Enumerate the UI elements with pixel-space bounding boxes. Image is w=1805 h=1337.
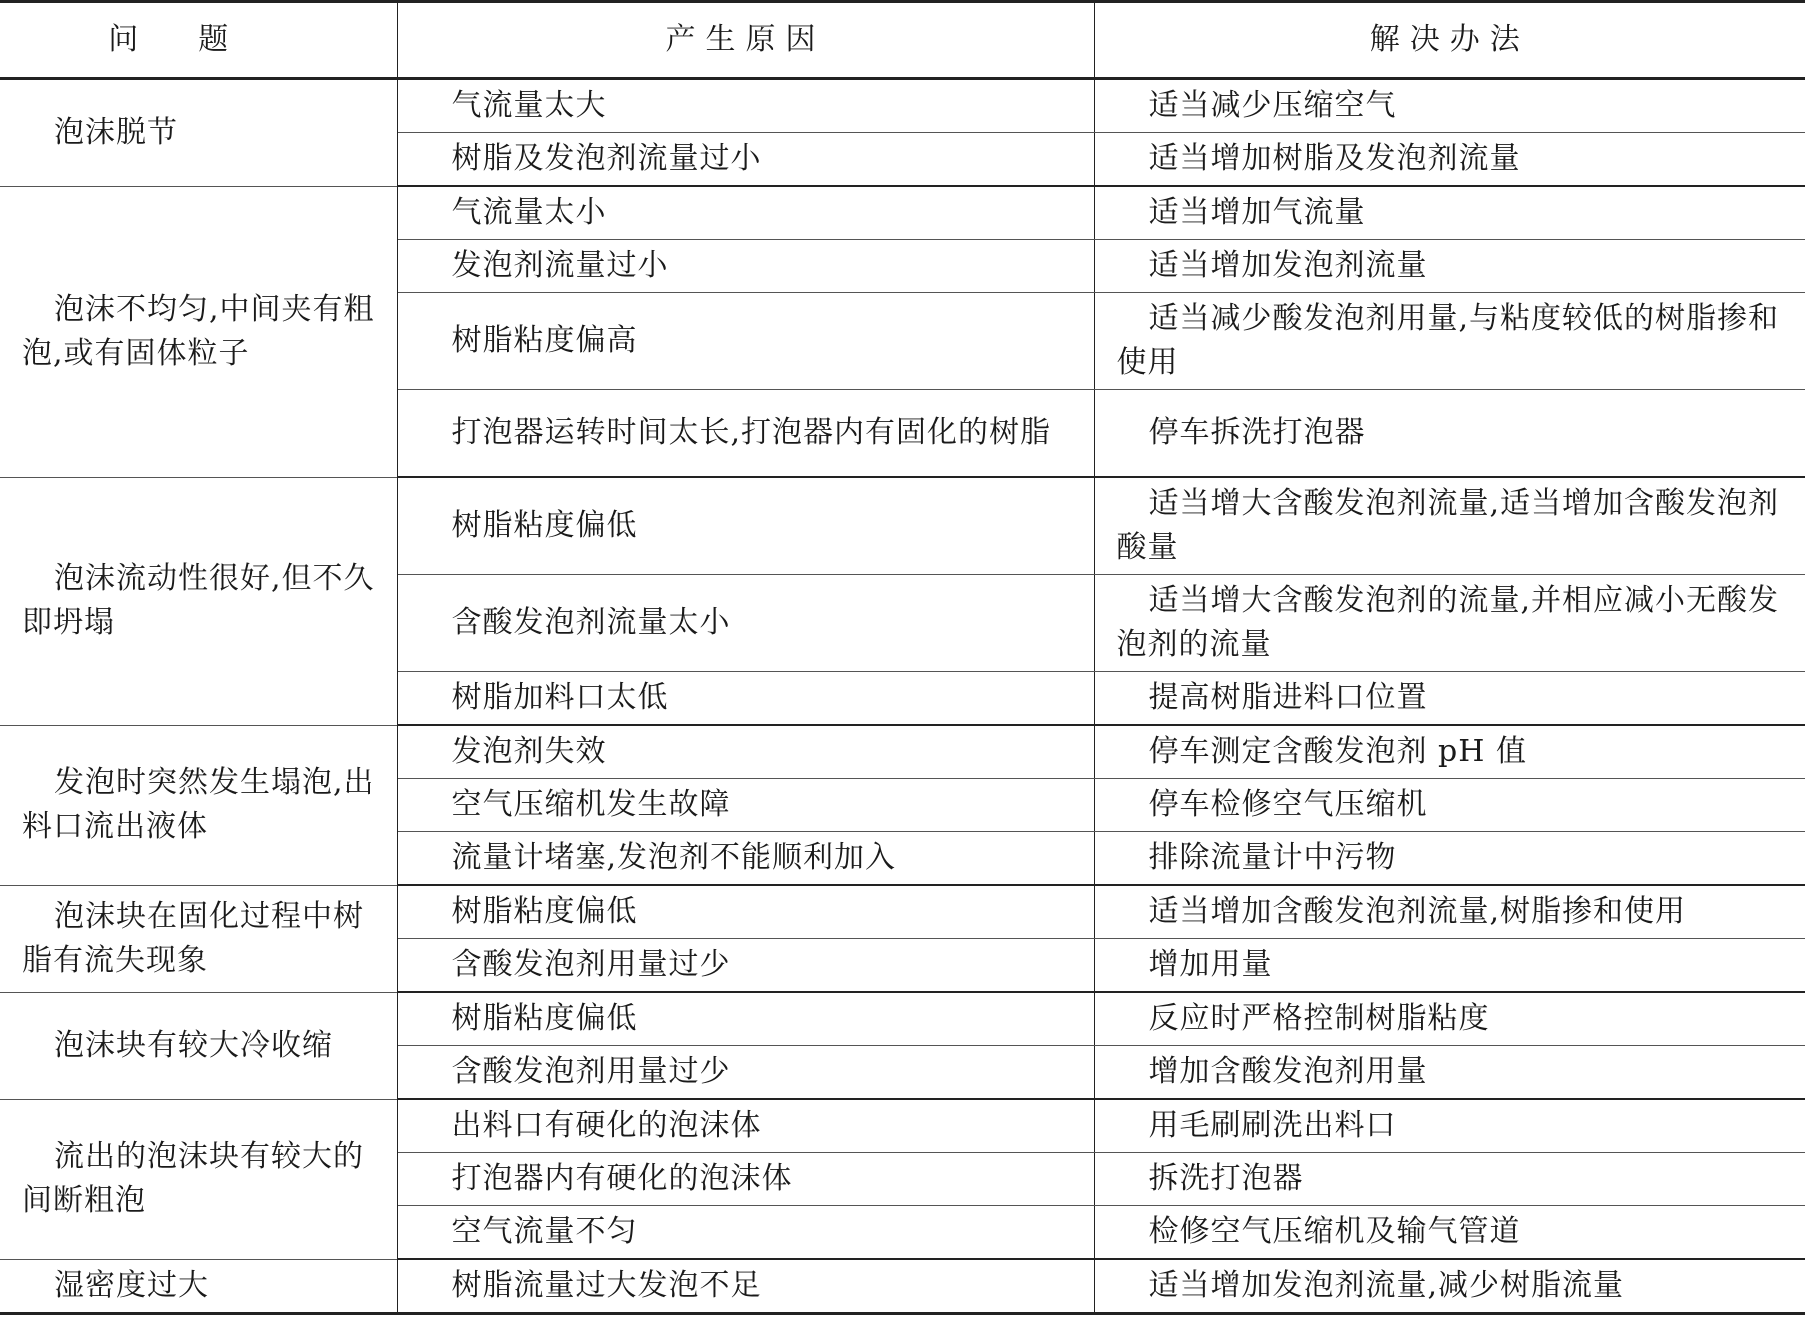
- problem-text: 泡沫流动性很好,但不久即坍塌: [22, 561, 375, 640]
- problem-cell: [0, 477, 397, 725]
- cause-text: 空气流量不匀: [451, 1214, 638, 1249]
- solution-text: 停车测定含酸发泡剂 pH 值: [1148, 734, 1527, 769]
- problem-text: 泡沫块有较大冷收缩: [54, 1027, 333, 1063]
- cause-cell: [397, 186, 1094, 240]
- cause-text: 树脂粘度偏低: [451, 1001, 638, 1036]
- cause-text: 发泡剂失效: [451, 734, 607, 769]
- solution-cell: [1094, 939, 1805, 993]
- solution-cell: [1094, 477, 1805, 575]
- solution-cell: [1094, 79, 1805, 133]
- header-row: [0, 2, 1805, 79]
- table-row: [0, 885, 1805, 939]
- table-row: [0, 79, 1805, 133]
- solution-text: 用毛刷刷洗出料口: [1148, 1108, 1397, 1143]
- solution-text: 适当增加含酸发泡剂流量,树脂掺和使用: [1148, 894, 1687, 929]
- cause-cell: [397, 477, 1094, 575]
- table-row: [0, 186, 1805, 240]
- cause-text: 流量计堵塞,发泡剂不能顺利加入: [451, 840, 897, 875]
- cause-text: 出料口有硬化的泡沫体: [451, 1108, 762, 1143]
- solution-text: 提高树脂进料口位置: [1148, 680, 1428, 715]
- cause-cell: [397, 1206, 1094, 1260]
- solution-cell: [1094, 240, 1805, 293]
- solution-text: 适当增加发泡剂流量: [1148, 248, 1428, 283]
- cause-text: 树脂粘度偏高: [451, 323, 638, 358]
- cause-text: 树脂粘度偏低: [451, 894, 638, 929]
- solution-text: 适当增大含酸发泡剂的流量,并相应减小无酸发泡剂的流量: [1116, 583, 1780, 662]
- cause-text: 发泡剂流量过小: [451, 248, 669, 283]
- solution-cell: [1094, 1099, 1805, 1153]
- solution-cell: [1094, 1046, 1805, 1100]
- solution-text: 适当增大含酸发泡剂流量,适当增加含酸发泡剂酸量: [1116, 486, 1780, 565]
- cause-text: 空气压缩机发生故障: [451, 787, 731, 822]
- cause-cell: [397, 672, 1094, 726]
- solution-text: 拆洗打泡器: [1148, 1161, 1304, 1196]
- solution-cell: [1094, 992, 1805, 1046]
- solution-cell: [1094, 1259, 1805, 1314]
- solution-text: 排除流量计中污物: [1148, 840, 1397, 875]
- cause-cell: [397, 240, 1094, 293]
- solution-text: 反应时严格控制树脂粘度: [1148, 1001, 1490, 1036]
- cause-cell: [397, 992, 1094, 1046]
- problem-text: 泡沫不均匀,中间夹有粗泡,或有固体粒子: [22, 291, 375, 371]
- header-solution: 解决办法: [1094, 2, 1805, 79]
- solution-text: 检修空气压缩机及输气管道: [1148, 1214, 1521, 1249]
- cause-text: 打泡器运转时间太长,打泡器内有固化的树脂: [451, 415, 1052, 450]
- problem-cell: [0, 1259, 397, 1314]
- solution-text: 适当减少压缩空气: [1148, 88, 1397, 123]
- solution-text: 停车拆洗打泡器: [1148, 415, 1366, 450]
- header-problem: 问题: [0, 2, 397, 79]
- cause-text: 树脂加料口太低: [451, 680, 669, 715]
- solution-cell: [1094, 832, 1805, 886]
- cause-cell: [397, 885, 1094, 939]
- table-row: [0, 477, 1805, 575]
- problem-cell: [0, 1099, 397, 1259]
- table-row: [0, 1099, 1805, 1153]
- table-body: [0, 2, 1805, 1314]
- problem-cell: [0, 725, 397, 885]
- cause-cell: [397, 939, 1094, 993]
- problem-text: 湿密度过大: [54, 1267, 209, 1303]
- problem-text: 流出的泡沫块有较大的间断粗泡: [22, 1139, 364, 1218]
- cause-cell: [397, 390, 1094, 478]
- solution-text: 增加用量: [1148, 947, 1273, 982]
- solution-text: 停车检修空气压缩机: [1148, 787, 1428, 822]
- solution-cell: [1094, 575, 1805, 672]
- problem-cell: [0, 79, 397, 187]
- problem-text: 发泡时突然发生塌泡,出料口流出液体: [22, 765, 375, 844]
- cause-cell: [397, 1153, 1094, 1206]
- cause-text: 打泡器内有硬化的泡沫体: [451, 1161, 793, 1196]
- problem-cell: [0, 186, 397, 477]
- cause-cell: [397, 725, 1094, 779]
- solution-text: 适当增加发泡剂流量,减少树脂流量: [1148, 1268, 1625, 1303]
- solution-cell: [1094, 672, 1805, 726]
- solution-cell: [1094, 186, 1805, 240]
- cause-cell: [397, 1259, 1094, 1314]
- solution-cell: [1094, 885, 1805, 939]
- solution-cell: [1094, 779, 1805, 832]
- cause-text: 含酸发泡剂用量过少: [451, 1054, 731, 1089]
- problem-cell: [0, 992, 397, 1099]
- cause-text: 树脂粘度偏低: [451, 508, 638, 543]
- cause-text: 气流量太小: [451, 195, 607, 230]
- header-cause: 产生原因: [397, 2, 1094, 79]
- solution-cell: [1094, 725, 1805, 779]
- cause-cell: [397, 79, 1094, 133]
- cause-cell: [397, 1046, 1094, 1100]
- solution-text: 增加含酸发泡剂用量: [1148, 1054, 1428, 1089]
- solution-cell: [1094, 390, 1805, 478]
- cause-cell: [397, 1099, 1094, 1153]
- cause-cell: [397, 832, 1094, 886]
- solution-text: 适当增加树脂及发泡剂流量: [1148, 141, 1521, 176]
- table-row: [0, 725, 1805, 779]
- solution-text: 适当增加气流量: [1148, 195, 1366, 230]
- problem-text: 泡沫块在固化过程中树脂有流失现象: [22, 898, 364, 978]
- solution-cell: [1094, 133, 1805, 187]
- cause-cell: [397, 779, 1094, 832]
- table-row: [0, 992, 1805, 1046]
- table-row: [0, 1259, 1805, 1314]
- cause-cell: [397, 293, 1094, 390]
- solution-cell: [1094, 293, 1805, 390]
- cause-text: 树脂流量过大发泡不足: [451, 1268, 762, 1303]
- cause-text: 树脂及发泡剂流量过小: [451, 141, 762, 176]
- problem-cell: [0, 885, 397, 992]
- solution-cell: [1094, 1153, 1805, 1206]
- cause-cell: [397, 575, 1094, 672]
- solution-text: 适当减少酸发泡剂用量,与粘度较低的树脂掺和使用: [1116, 301, 1780, 380]
- cause-text: 气流量太大: [451, 88, 607, 123]
- cause-cell: [397, 133, 1094, 187]
- cause-text: 含酸发泡剂流量太小: [451, 605, 731, 640]
- problem-text: 泡沫脱节: [54, 114, 178, 150]
- solution-cell: [1094, 1206, 1805, 1260]
- cause-text: 含酸发泡剂用量过少: [451, 947, 731, 982]
